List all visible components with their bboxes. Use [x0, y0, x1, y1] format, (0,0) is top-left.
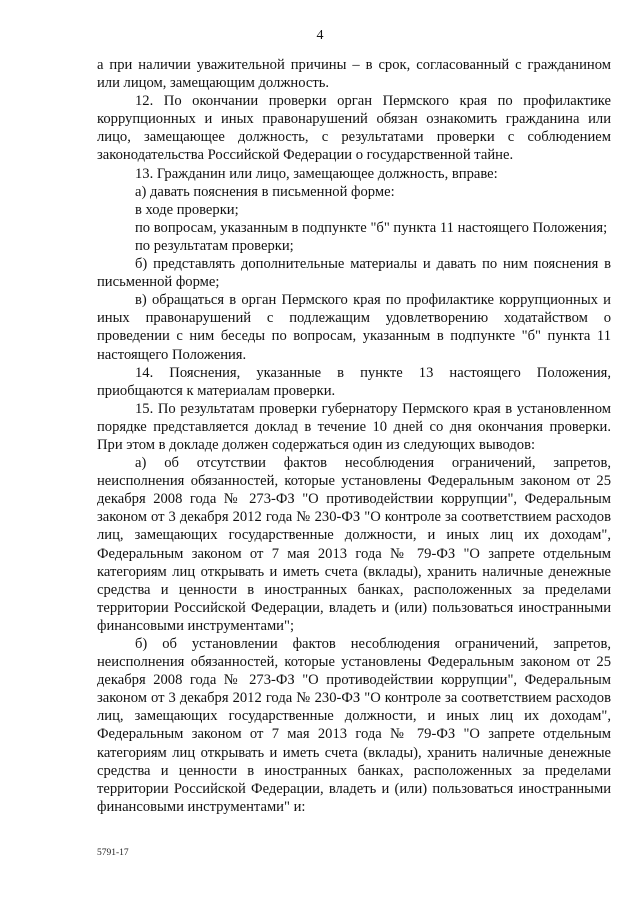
paragraph-13-a-results: по результатам проверки; [135, 237, 294, 254]
paragraph-13-a-questions: по вопросам, указанным в подпункте "б" пункта 11 настоящего Положения; [135, 219, 608, 236]
paragraph-13-c: в) обращаться в орган Пермского края по профилактике коррупционных и иных правонарушений с подлежащим удовлетворению ходатайством о проведении с ним беседы по вопросам, указанным в подпункте "б" пункта 11 настоящего Положения. [97, 292, 611, 363]
paragraph-item-12: 12. По окончании проверки орган Пермского края по профилактике коррупционных и иных правонарушений обязан ознакомить гражданина или лицо, замещающее должность, с результатами проверки с соблюдением законодательства Российской Федерации о государственной тайне. [97, 93, 611, 164]
paragraph-item-13: 13. Гражданин или лицо, замещающее должность, вправе: [135, 165, 498, 182]
document-body [97, 56, 611, 816]
paragraph-15-b: б) об установлении фактов несоблюдения ограничений, запретов, неисполнения обязанностей, которые установлены Федеральным законом от 25 декабря 2008 года № 273-ФЗ "О противодействии коррупции", Федеральным законом от 3 декабря 2012 года № 230-ФЗ "О контроле за соответствием расходов лиц, замещающих государственные должности, и иных лиц их доходам", Федеральным законом от 7 мая 2013 года № 79-ФЗ "О запрете отдельным категориям лиц открывать и иметь счета (вклады), хранить наличные денежные средства и ценности в иностранных банках, расположенных за пределами территории Российской Федерации, владеть и (или) пользоваться иностранными финансовыми инструментами" и: [97, 636, 611, 815]
paragraph-item-14: 14. Пояснения, указанные в пункте 13 настоящего Положения, приобщаются к материалам проверки. [97, 364, 611, 399]
paragraph-15-a: а) об отсутствии фактов несоблюдения ограничений, запретов, неисполнения обязанностей, которые установлены Федеральным законом от 25 декабря 2008 года № 273-ФЗ "О противодействии коррупции", Федеральным законом от 3 декабря 2012 года № 230-ФЗ "О контроле за соответствием расходов лиц, замещающих государственные должности, и иных лиц их доходам", Федеральным законом от 7 мая 2013 года № 79-ФЗ "О запрете отдельным категориям лиц открывать и иметь счета (вклады), хранить наличные денежные средства и ценности в иностранных банках, расположенных за пределами территории Российской Федерации, владеть и (или) пользоваться иностранными финансовыми инструментами"; [97, 455, 611, 634]
paragraph-13-a: а) давать пояснения в письменной форме: [135, 183, 395, 200]
page-number: 4 [316, 28, 324, 43]
paragraph-item-15: 15. По результатам проверки губернатору Пермского края в установленном порядке представляется доклад в течение 10 дней со дня окончания проверки. При этом в докладе должен содержаться один из следующих выводов: [97, 400, 611, 453]
document-code: 5791-17 [97, 848, 129, 858]
paragraph-13-b: б) представлять дополнительные материалы и давать по ним пояснения в письменной форме; [97, 256, 611, 291]
paragraph-13-a-during-check: в ходе проверки; [135, 201, 239, 218]
paragraph-continuation: а при наличии уважительной причины – в срок, согласованный с гражданином или лицом, замещающим должность. [97, 57, 611, 92]
